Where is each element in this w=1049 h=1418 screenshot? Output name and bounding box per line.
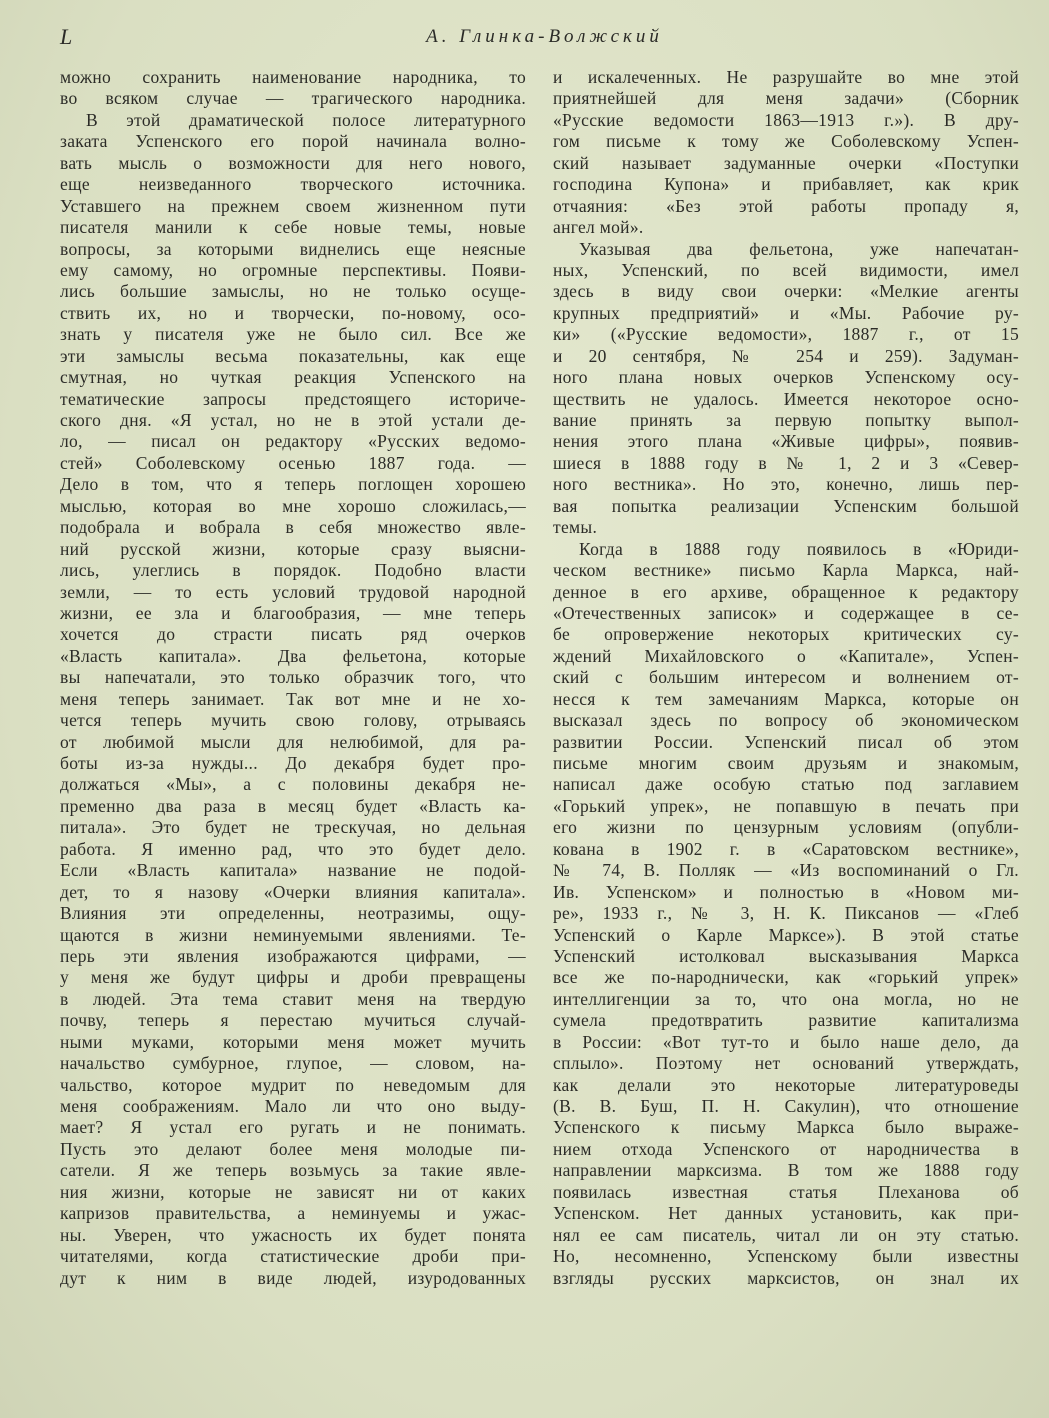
text-line: сатели. Я же теперь возьмусь за такие явле-	[60, 1160, 526, 1181]
right-text-column	[553, 67, 1019, 1289]
text-line: В этой драматической полосе литературного	[86, 109, 526, 130]
text-line: писателя манили к себе новые темы, новые	[60, 217, 526, 238]
page-number: L	[60, 24, 73, 49]
text-line: боты из-за нужды... До декабря будет про-	[60, 753, 526, 773]
text-line: Успенском. Нет данных установить, как при-	[553, 1203, 1019, 1224]
text-line: кована в 1902 г. в «Саратовском вестнике»,	[553, 838, 1019, 859]
text-line: ными муками, которыми меня может мучить	[60, 1031, 526, 1052]
text-line: написал даже особую статью под заглавием	[553, 774, 1019, 795]
text-line: нения этого плана «Живые цифры», появив-	[553, 431, 1019, 452]
text-line: ного вестника». Но это, конечно, лишь пер-	[553, 474, 1019, 495]
text-line: здесь в виду свои очерки: «Мелкие агенты	[553, 281, 1019, 302]
text-line: ны. Уверен, что ужасность их будет понята	[60, 1224, 526, 1245]
text-line: несся к тем замечаниям Маркса, которые он	[553, 688, 1019, 709]
text-line: Ив. Успенском» и полностью в «Новом ми-	[553, 881, 1019, 902]
text-line: подобрала и вобрала в себя множество явле-	[60, 517, 526, 538]
text-line: Когда в 1888 году появилось в «Юриди-	[579, 538, 1019, 559]
text-line: отчаяния: «Без этой работы пропаду я,	[553, 195, 1019, 216]
text-line: «Русские ведомости 1863—1913 г.»). В дру-	[553, 109, 1019, 130]
text-line: жизни, ее зла и благообразия, — мне теперь	[60, 602, 526, 623]
text-line: вать мысль о возможности для него нового,	[60, 152, 526, 173]
text-line: сумела предотвратить развитие капитализма	[553, 1010, 1019, 1031]
text-line: лись большие замыслы, но не только осуще-	[60, 281, 526, 302]
text-line: Но, несомненно, Успенскому были известны	[553, 1246, 1019, 1267]
text-line: почву, теперь я перестаю мучиться случай-	[60, 1010, 526, 1031]
text-line: у меня же будут цифры и дроби превращены	[60, 967, 526, 988]
text-line: вая попытка реализации Успенским большой	[553, 495, 1019, 516]
text-line: взгляды русских марксистов, он знал их	[553, 1267, 1019, 1288]
text-line: меня соображениям. Мало ли что оно выду-	[60, 1096, 526, 1116]
text-line: питала». Это будет не трескучая, но дельная	[60, 817, 526, 838]
text-line: тематические запросы предстоящего историче-	[60, 388, 526, 409]
text-line: (В. В. Буш, П. Н. Сакулин), что отношение	[553, 1096, 1019, 1116]
text-line: ществить не удалось. Имеется некоторое осно-	[553, 388, 1019, 409]
text-line: ний русской жизни, которые сразу выясни-	[60, 538, 526, 559]
text-line: ного плана новых очерков Успенскому осу-	[553, 367, 1019, 388]
running-title: А. Глинка-Волжский	[426, 26, 663, 47]
text-line: можно сохранить наименование народника, то	[60, 67, 526, 87]
text-line: Успенский о Карле Марксе»). В этой статье	[553, 924, 1019, 945]
text-line: появилась известная статья Плеханова об	[553, 1181, 1019, 1202]
text-line: в России: «Вот тут-то и было наше дело, да	[553, 1031, 1019, 1052]
text-line: бе опровержение некоторых критических су-	[553, 624, 1019, 645]
text-line: шиеся в 1888 году в № 1, 2 и 3 «Север-	[553, 452, 1019, 473]
text-line: ангел мой».	[553, 217, 644, 238]
text-line: интеллигенции за то, что она могла, но не	[553, 988, 1019, 1009]
text-line: Уставшего на прежнем своем жизненном пути	[60, 195, 526, 216]
text-line: смутная, но чуткая реакция Успенского на	[60, 367, 526, 388]
text-line: «Горький упрек», не попавшую в печать при	[553, 795, 1019, 816]
text-line: приятнейшей для меня задачи» (Сборник	[553, 88, 1019, 109]
text-line: № 74, В. Полляк — «Из воспоминаний о Гл.	[553, 860, 1019, 881]
text-line: Пусть это делают более меня молодые пи-	[60, 1138, 526, 1159]
text-line: ствить их, но и творчески, по-новому, осо-	[60, 302, 526, 323]
text-line: крупных предприятий» и «Мы. Рабочие ру-	[553, 302, 1019, 323]
text-line: гом письме к тому же Соболевскому Успен-	[553, 131, 1019, 152]
text-line: ждений Михайловского о «Капитале», Успен-	[553, 645, 1019, 666]
text-line: пременно два раза в месяц будет «Власть ка-	[60, 795, 526, 816]
text-line: ре», 1933 г., № 3, Н. К. Пиксанов — «Глеб	[553, 903, 1019, 924]
text-line: эти замыслы весьма показательны, как еще	[60, 345, 526, 366]
text-line: и 20 сентября, № 254 и 259). Задуман-	[553, 345, 1019, 366]
text-line: ло, — писал он редактору «Русских ведомо-	[60, 431, 526, 452]
text-line: перь эти явления изображаются цифрами, —	[60, 945, 526, 966]
text-line: во всяком случае — трагического народника.	[60, 88, 526, 109]
text-line: читателями, когда статистические дроби при-	[60, 1246, 526, 1267]
text-line: и искалеченных. Не разрушайте во мне этой	[553, 67, 1019, 87]
text-line: вание принять за первую попытку выпол-	[553, 410, 1019, 430]
text-line: должаться «Мы», а с половины декабря не-	[60, 774, 526, 795]
text-line: хочется до страсти писать ряд очерков	[60, 624, 526, 645]
text-line: земли, — то есть условий трудовой народной	[60, 581, 526, 602]
text-line: вы напечатали, это только образчик того, что	[60, 667, 526, 688]
text-line: развитии России. Успенский писал об этом	[553, 731, 1019, 752]
text-line: Указывая два фельетона, уже напечатан-	[579, 238, 1019, 259]
text-line: ский называет задуманные очерки «Поступки	[553, 152, 1019, 173]
text-line: ных, Успенский, по всей видимости, имел	[553, 259, 1019, 280]
text-line: начальство сумбурное, глупое, — словом, на-	[60, 1053, 526, 1074]
text-line: чальство, которое мудрит по неведомым для	[60, 1074, 526, 1095]
left-text-column	[60, 67, 526, 1289]
text-line: дут к ним в виде людей, изуродованных	[60, 1267, 526, 1288]
text-line: чется теперь мучить свою голову, отрываясь	[60, 710, 526, 731]
text-line: сплыло». Поэтому нет оснований утверждать,	[553, 1053, 1019, 1074]
text-line: денное в его архиве, обращенное к редактору	[553, 581, 1019, 602]
text-line: ческом вестнике» письмо Карла Маркса, най-	[553, 560, 1019, 581]
text-line: знать у писателя уже не было сил. Все же	[60, 324, 526, 345]
text-line: вопросы, за которыми виднелись еще неясные	[60, 238, 526, 259]
text-line: все же по-народнически, как «горький упрек»	[553, 967, 1019, 988]
text-line: «Власть капитала». Два фельетона, которые	[60, 645, 526, 666]
text-line: высказал здесь по вопросу об экономическом	[553, 710, 1019, 731]
text-line: Если «Власть капитала» название не подой-	[60, 860, 526, 881]
text-line: нял ее сам писатель, читал ли он эту статью.	[553, 1224, 1019, 1245]
text-line: меня теперь занимает. Так вот мне и не хо-	[60, 688, 526, 709]
text-line: мает? Я устал его ругать и не понимать.	[60, 1117, 526, 1138]
text-line: нием отхода Успенского от народничества в	[553, 1138, 1019, 1159]
text-line: как делали это некоторые литературоведы	[553, 1074, 1019, 1095]
text-line: щаются в жизни неминуемыми явлениями. Те-	[60, 924, 526, 945]
text-line: ки» («Русские ведомости», 1887 г., от 15	[553, 324, 1019, 345]
text-line: лись, улеглись в порядок. Подобно власти	[60, 560, 526, 581]
text-line: еще неизведанного творческого источника.	[60, 174, 526, 195]
text-line: ский с большим интересом и волнением от-	[553, 667, 1019, 688]
text-line: стей» Соболевскому осенью 1887 года. —	[60, 452, 526, 473]
text-line: ского дня. «Я устал, но не в этой устали де-	[60, 410, 526, 430]
text-line: господина Купона» и прибавляет, как крик	[553, 174, 1019, 195]
text-line: работа. Я именно рад, что это будет дело.	[60, 838, 526, 859]
text-line: ния жизни, которые не зависят ни от каких	[60, 1181, 526, 1202]
text-line: мыслью, которая во мне хорошо сложилась,—	[60, 495, 526, 516]
text-line: капризов правительства, а неминуемы и ужас-	[60, 1203, 526, 1224]
text-line: Влияния эти определенны, неотразимы, ощу-	[60, 903, 526, 924]
text-line: в людей. Эта тема ставит меня на твердую	[60, 988, 526, 1009]
text-line: Успенский истолковал высказывания Маркса	[553, 945, 1019, 966]
text-line: ему самому, но огромные перспективы. Появи-	[60, 259, 526, 280]
text-line: от любимой мысли для нелюбимой, для ра-	[60, 731, 526, 752]
text-line: «Отечественных записок» и содержащее в се-	[553, 602, 1019, 623]
text-line: письме многим своим друзьям и знакомым,	[553, 753, 1019, 773]
text-line: темы.	[553, 517, 598, 538]
text-line: заката Успенского его порой начинала волно-	[60, 131, 526, 152]
text-line: Дело в том, что я теперь поглощен хорошею	[60, 474, 526, 495]
text-line: Успенского к письму Маркса было выраже-	[553, 1117, 1019, 1138]
text-line: направлении марксизма. В том же 1888 году	[553, 1160, 1019, 1181]
text-line: дет, то я назову «Очерки влияния капитала».	[60, 881, 526, 902]
text-line: его жизни по цензурным условиям (опубли-	[553, 817, 1019, 838]
